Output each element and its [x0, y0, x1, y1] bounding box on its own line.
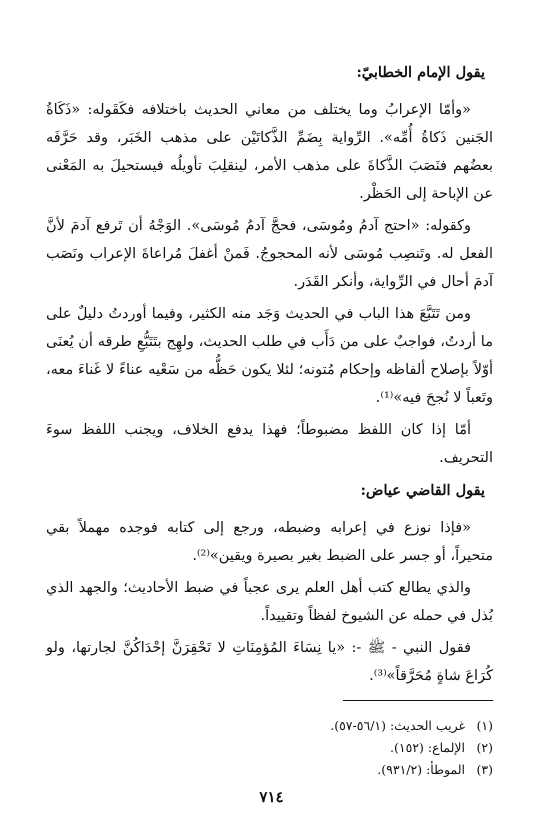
- page-number: ٧١٤: [259, 788, 284, 806]
- paragraph: ومن تَتَبَّعَ هذا الباب في الحديث وَجَد منه الكثير، وفيما أوردتُ دليلٌ على ما أردتُ، فواجبٌ على من دَأَب في طلب الحديث، ولهِج بتَتَبُّعِ طرقه أن يُعنَى أوّلاً بإصلاح ألفاظه وإحكام مُتونه؛ لئلا يكون حَظُّه من سَعْيه عناءً لا غَناءَ معه، وتَعباً لا نُجحَ فيه»⁽¹⁾.: [46, 306, 493, 406]
- footnote-text: الإلماع: (١٥٢).: [390, 740, 466, 755]
- footnote-number: (٢): [476, 740, 493, 755]
- footnote-text: غريب الحديث: (٥٦/١-٥٧).: [330, 718, 466, 733]
- footnote-number: (١): [476, 718, 493, 733]
- footnote-item: [53, 759, 493, 781]
- paragraph: أمّا إذا كان اللفظ مضبوطاً؛ فهذا يدفع الخلاف، ويجنب اللفظ سوءَ التحريف.: [46, 422, 493, 466]
- section-qadi-iyad: [46, 480, 493, 690]
- paragraph: وكقوله: «احتج آدمُ ومُوسَى، فحجَّ آدمُ مُوسَى». الوَجْهُ أن تَرفع آدمَ لأنَّ الفعل له. وتَنصِب مُوسَى لأنه المحجوجُ. فَمنْ أغفلَ مُراعاةَ الإعراب ونَصَب آدمَ أحال في الرِّواية، وأنكر القَدَر.: [46, 218, 493, 290]
- footnote-item: [53, 737, 493, 759]
- footnotes: [53, 715, 493, 781]
- section-khattabi: [46, 62, 493, 472]
- section-heading: يقول القاضي عياض:: [360, 482, 485, 499]
- footnote-item: [53, 715, 493, 737]
- footnote-number: (٣): [476, 762, 493, 777]
- footnote-separator: [343, 700, 493, 709]
- paragraph: فقول النبي - ﷺ -: «يا نِسَاءَ المُؤمِنَاتِ لا تَحْقِرَنَّ إحْدَاكُنَّ لجارتها، ولو كُرَاعَ شاةٍ مُحَرَّقاً»⁽³⁾.: [46, 640, 493, 684]
- section-heading: يقول الإمام الخطابيّ:: [356, 64, 485, 81]
- footnote-text: الموطأ: (٩٣١/٢).: [377, 762, 466, 777]
- paragraph: «فإذا نوزع في إعرابه وضبطه، ورجع إلى كتابه فوجده مهملاً بقي متحيراً، أو جسر على الضبط بغير بصيرة ويقين»⁽²⁾.: [46, 520, 493, 564]
- paragraph: «وأمّا الإعرابُ وما يختلف من معاني الحديث باختلافه فكَقَوله: «ذَكَاةُ الجَنين ذَكاةُ أُمِّه». الرِّواية بِضَمِّ الذَّكاتَيْن على مذهب الخَبَر، وقد حَرَّفَه بعضُهم فنَصَبَ الذَّكاةَ على مذهب الأمر، لينقلِبَ تأويلُه فيستحيلَ به المَعْنى عن الإباحة إلى الحَظْر.: [46, 102, 493, 202]
- paragraph: والذي يطالع كتب أهل العلم يرى عجباً في ضبط الأحاديث؛ والجهد الذي بُذل في حمله عن الشيوخ لفظاً وتقييداً.: [46, 580, 493, 624]
